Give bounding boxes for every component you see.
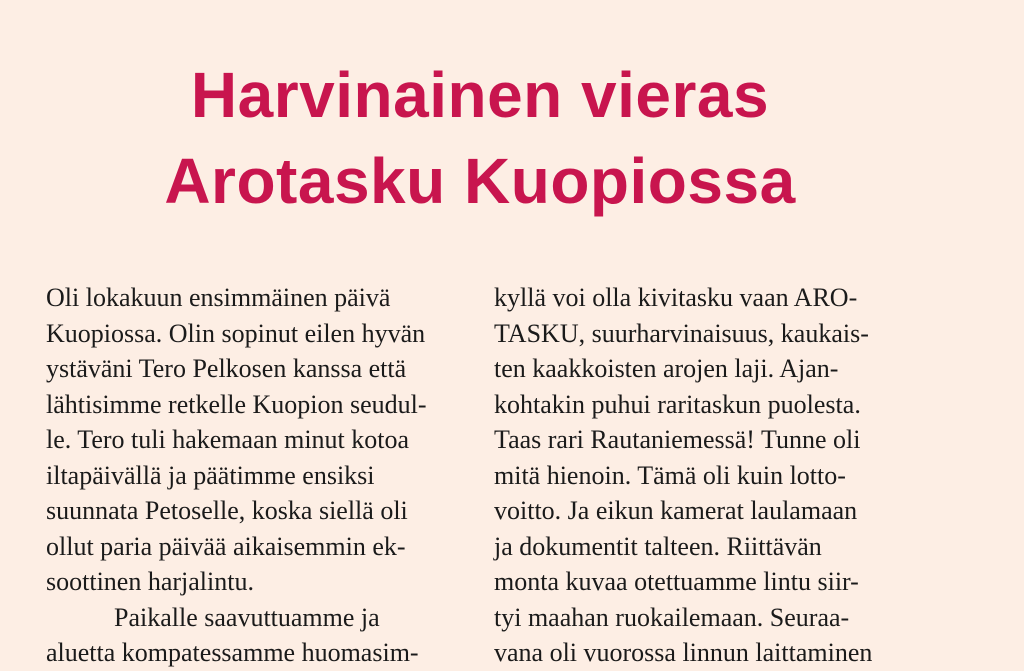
text-line: monta kuvaa otettuamme lintu siir- [494,567,859,596]
text-line: ollut paria päivää aikaisemmin ek- [46,531,406,561]
text-line: mitä hienoin. Tämä oli kuin lotto- [494,460,846,490]
text-line: vana oli vuorossa linnun laittaminen [494,638,873,667]
title-line: Arotasku Kuopiossa [164,145,796,217]
text-line: ystäväni Tero Pelkosen kanssa että [46,354,407,383]
article-title [0,52,960,224]
title-line: Harvinainen vieras [190,59,770,131]
text-line: aluetta kompatessamme huomasim- [46,638,419,667]
text-line: TASKU, suurharvinaisuus, kaukais- [494,318,869,348]
paragraph-start-line: Paikalle saavuttuamme ja [114,602,380,632]
text-line: kyllä voi olla kivitasku vaan ARO- [494,283,858,312]
text-line: voitto. Ja eikun kamerat laulamaan [494,496,858,525]
text-line: soottinen harjalintu. [46,567,254,596]
left-text-column [46,280,427,671]
text-line: tyi maahan ruokailemaan. Seuraa- [494,602,850,632]
text-line: iltapäivällä ja päätimme ensiksi [46,460,375,490]
text-line: Taas rari Rautaniemessä! Tunne oli [494,425,861,454]
text-line: Oli lokakuun ensimmäinen päivä [46,283,391,312]
text-line: lähtisimme retkelle Kuopion seudul- [46,389,427,419]
text-line: ja dokumentit talteen. Riittävän [494,531,822,561]
right-text-column [494,280,872,671]
text-line: ten kaakkoisten arojen laji. Ajan- [494,354,839,383]
text-line: suunnata Petoselle, koska siellä oli [46,496,408,525]
text-line: le. Tero tuli hakemaan minut kotoa [46,425,410,454]
text-line: Kuopiossa. Olin sopinut eilen hyvän [46,318,426,348]
text-line: kohtakin puhui raritaskun puolesta. [494,389,861,419]
